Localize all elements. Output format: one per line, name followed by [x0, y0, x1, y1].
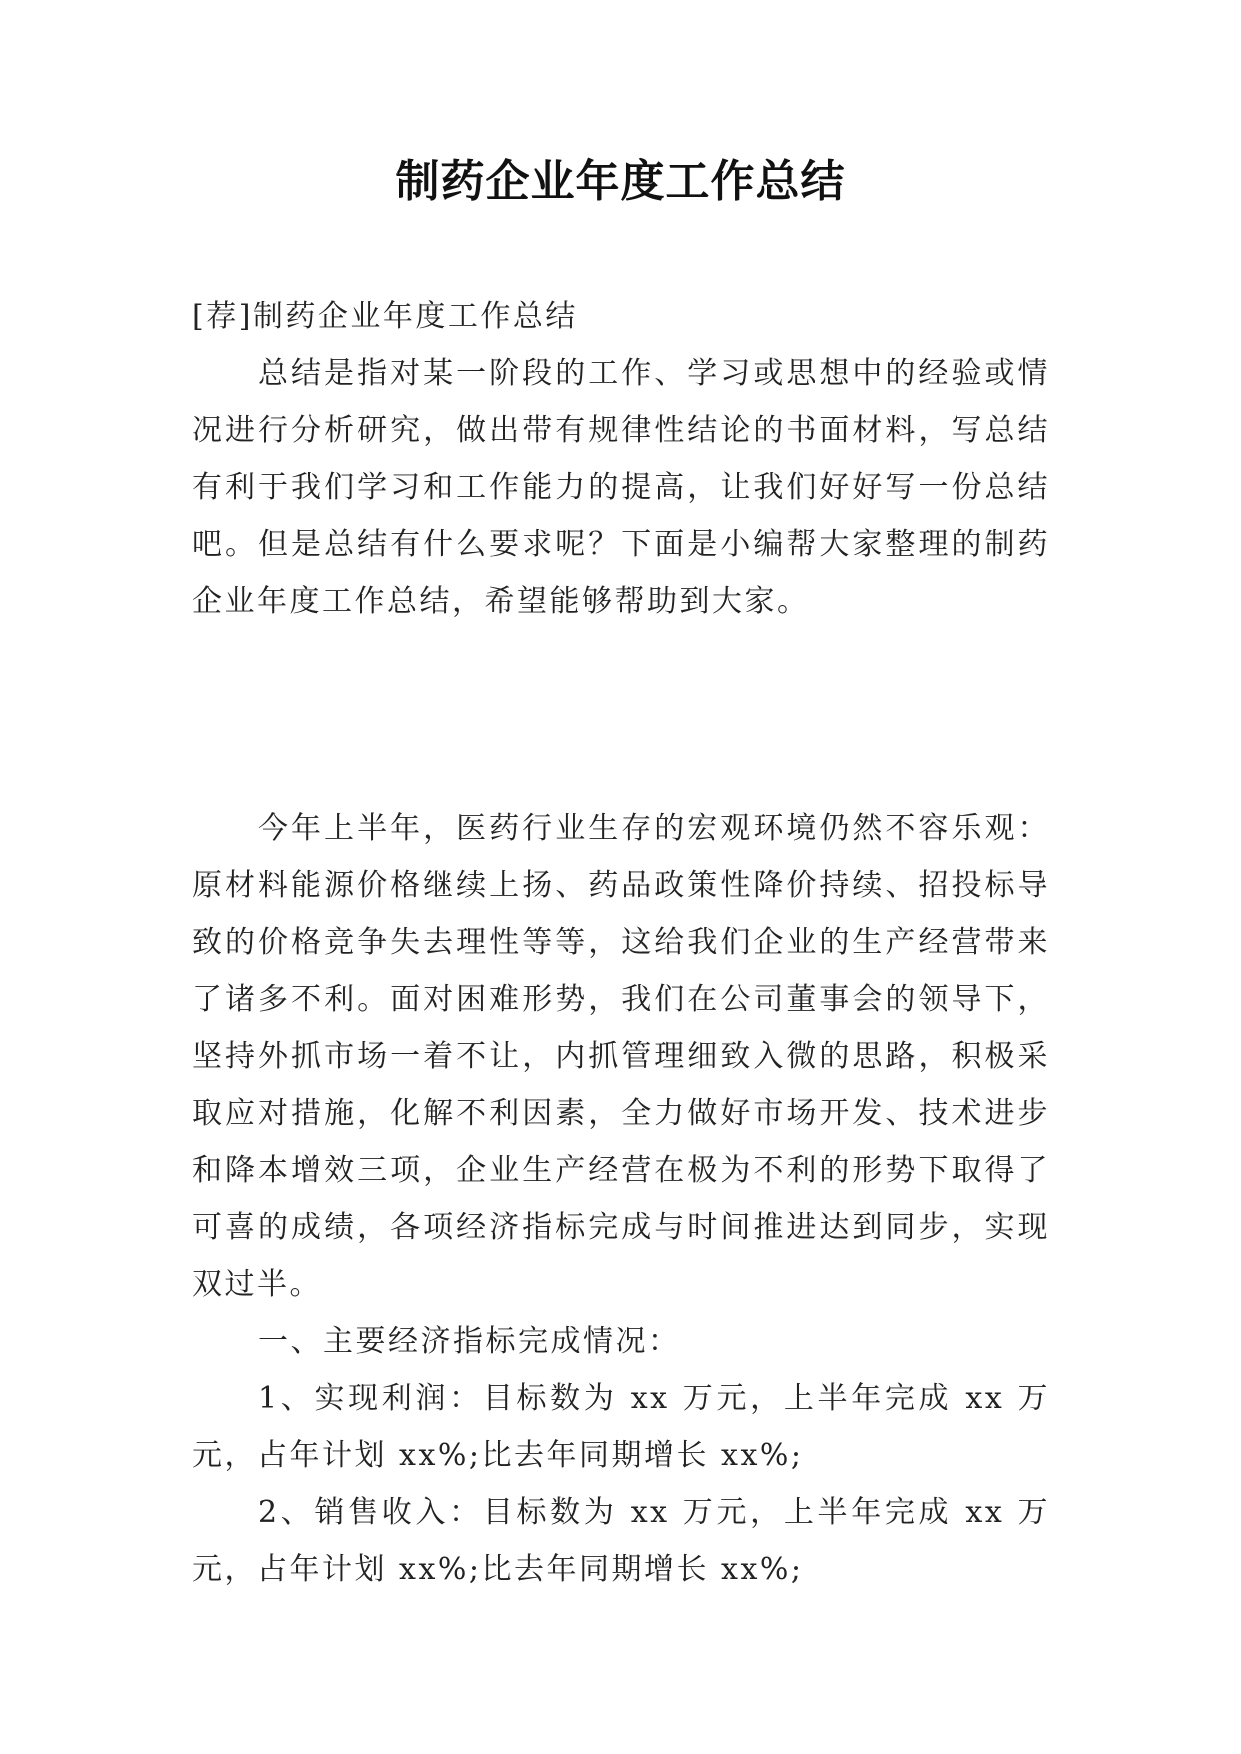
list-item: 1、实现利润：目标数为 xx 万元，上半年完成 xx 万元，占年计划 xx%;比去年同期增长 xx%;: [192, 1381, 1050, 1473]
intro-paragraph: 总结是指对某一阶段的工作、学习或思想中的经验或情况进行分析研究，做出带有规律性结论的书面材料，写总结有利于我们学习和工作能力的提高，让我们好好写一份总结吧。但是总结有什么要求呢？下面是小编帮大家整理的制药企业年度工作总结，希望能够帮助到大家。: [192, 356, 1050, 619]
document-title: 制药企业年度工作总结: [395, 156, 846, 207]
list-item: 2、销售收入：目标数为 xx 万元，上半年完成 xx 万元，占年计划 xx%;比去年同期增长 xx%;: [192, 1495, 1050, 1587]
paragraph-gap: [192, 630, 1050, 800]
section-heading: 一、主要经济指标完成情况：: [258, 1324, 681, 1359]
document-body: [192, 288, 1050, 1598]
body-paragraph: 今年上半年，医药行业生存的宏观环境仍然不容乐观：原材料能源价格继续上扬、药品政策性降价持续、招投标导致的价格竞争失去理性等等，这给我们企业的生产经营带来了诸多不利。面对困难形势，我们在公司董事会的领导下，坚持外抓市场一着不让，内抓管理细致入微的思路，积极采取应对措施，化解不利因素，全力做好市场开发、技术进步和降本增效三项，企业生产经营在极为不利的形势下取得了可喜的成绩，各项经济指标完成与时间推进达到同步，实现双过半。: [192, 811, 1050, 1302]
document-subtitle: [荐]制药企业年度工作总结: [192, 299, 578, 334]
